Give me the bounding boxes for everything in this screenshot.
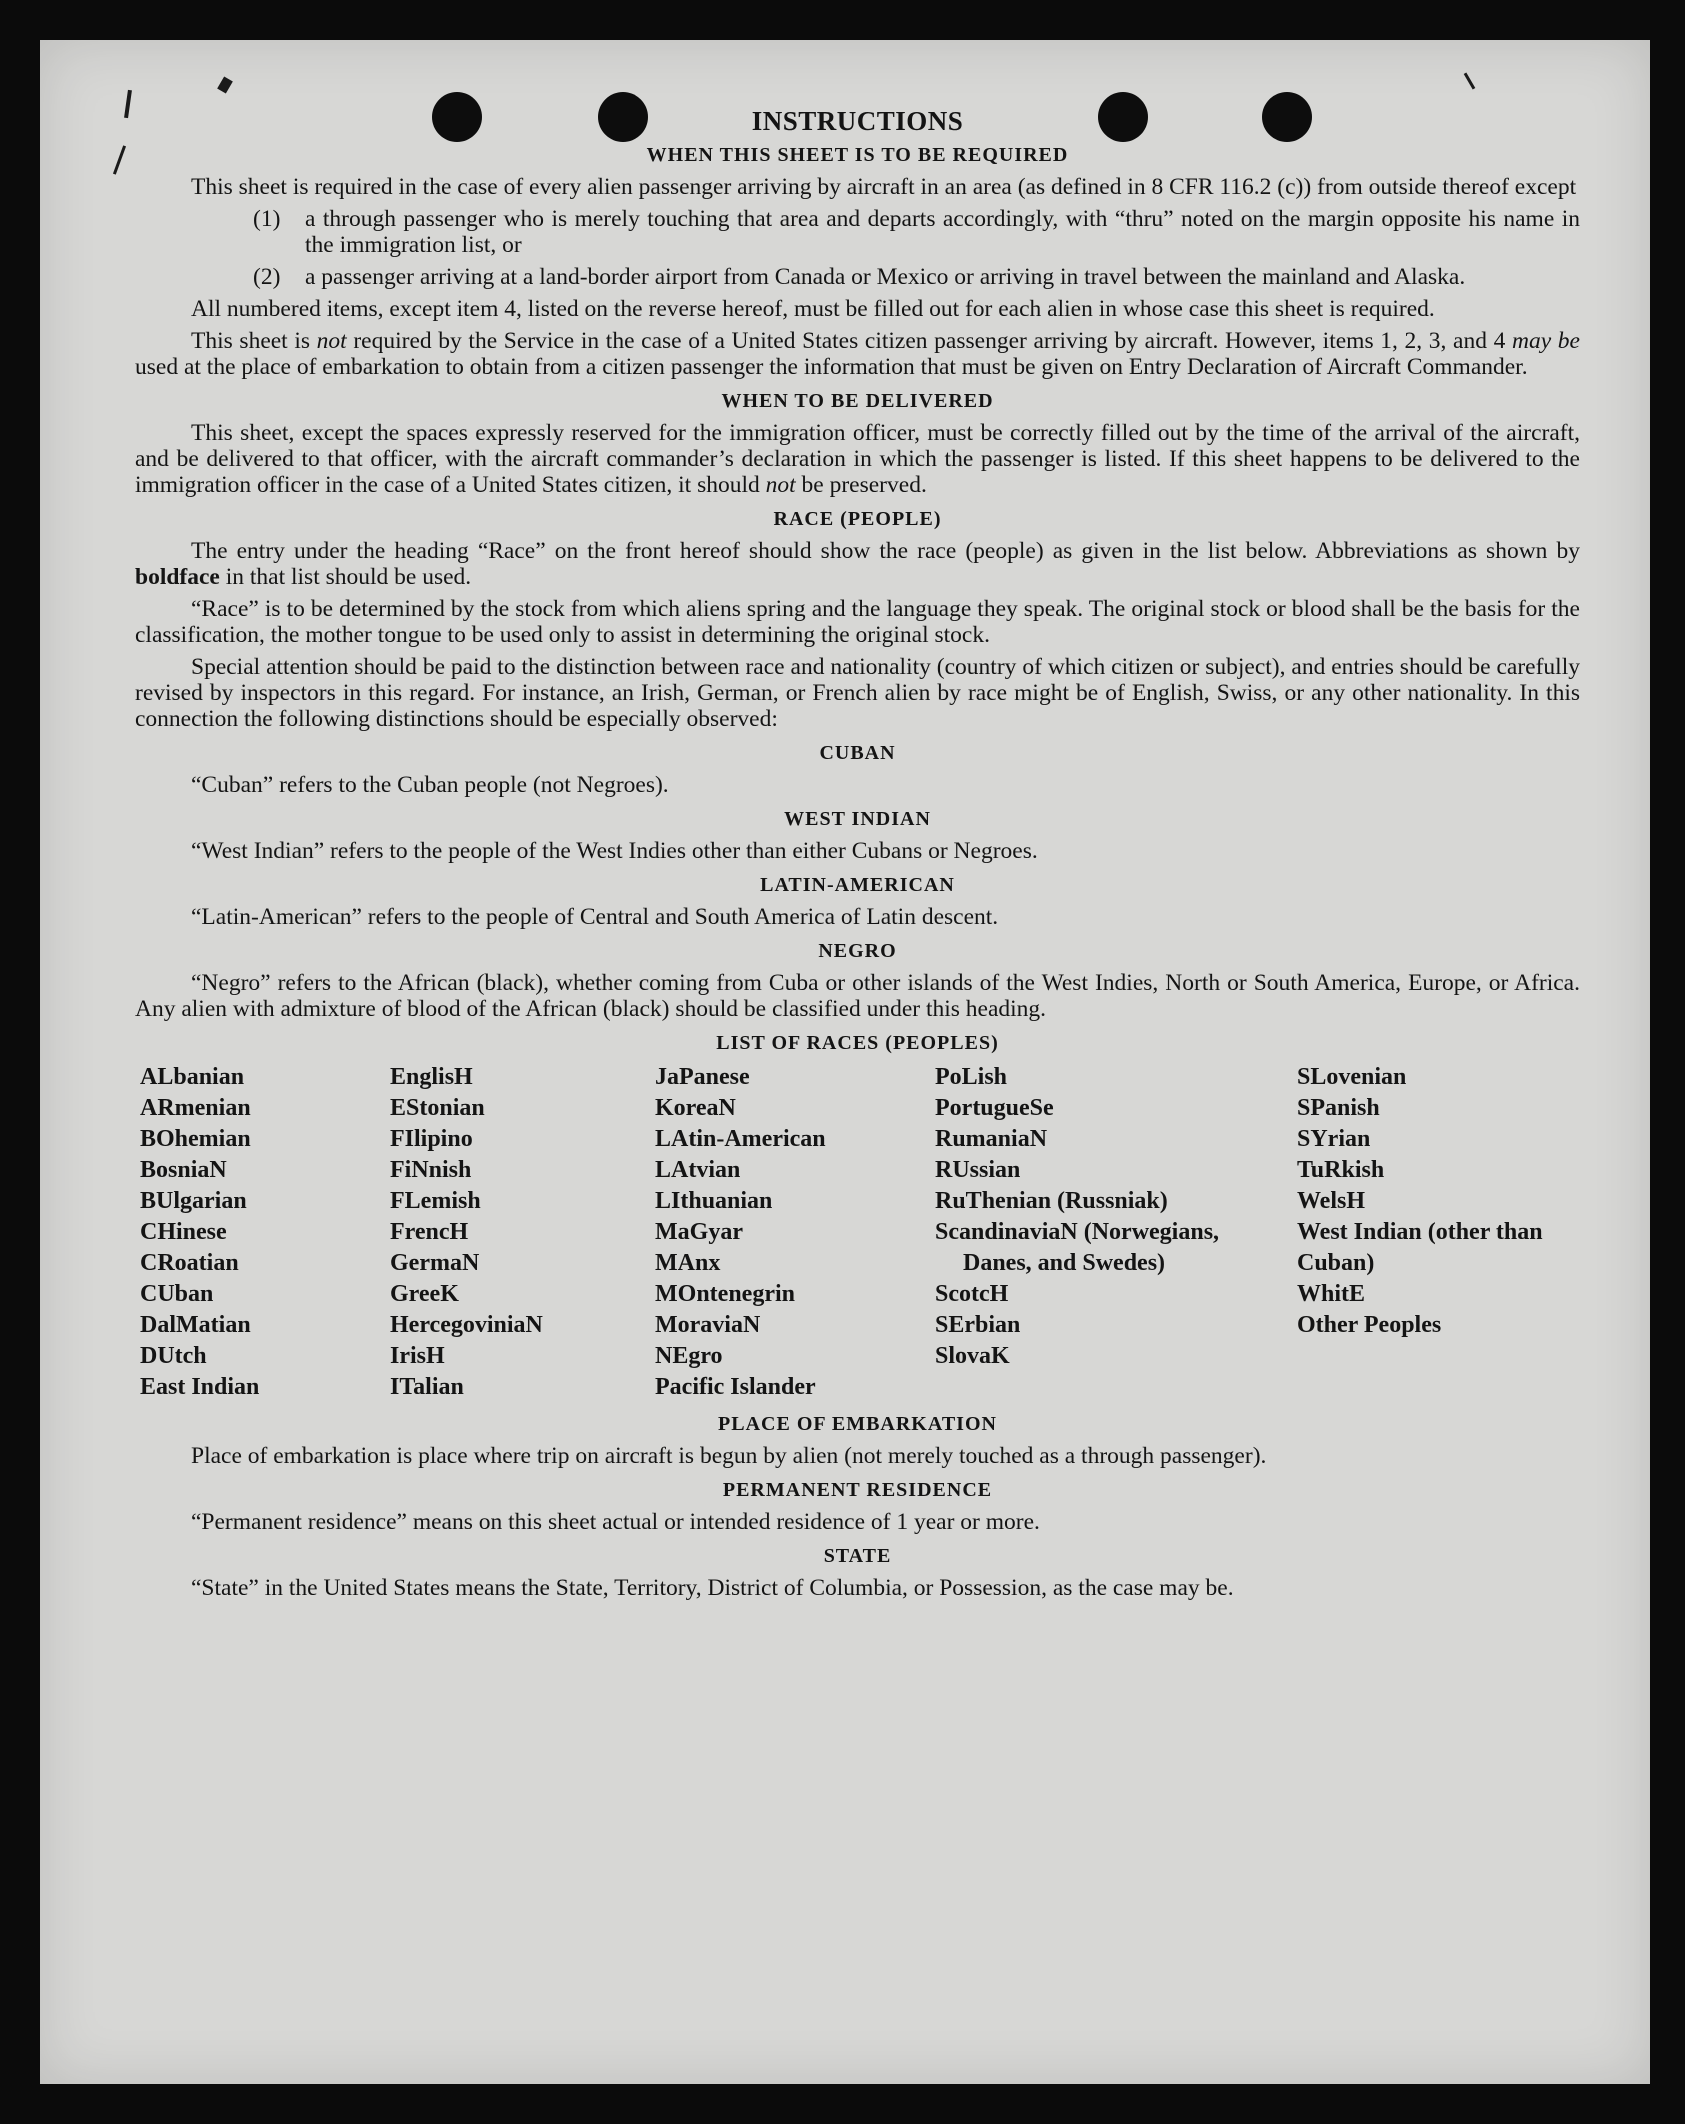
section-title: PLACE OF EMBARKATION: [718, 1413, 997, 1435]
paragraph: “Latin-American” refers to the people of Central and South America of Latin descent.: [191, 904, 999, 930]
races-list: [140, 1062, 1580, 1403]
race-entry: SPanish: [1297, 1095, 1380, 1121]
race-entry: FrencH: [390, 1219, 469, 1245]
text-run-italic: not: [765, 472, 796, 498]
races-column: [390, 1062, 655, 1403]
race-entry: TuRkish: [1297, 1157, 1385, 1183]
section-title: WHEN THIS SHEET IS TO BE REQUIRED: [646, 144, 1069, 166]
races-column: [140, 1062, 390, 1403]
paragraph: “West Indian” refers to the people of the West Indies other than either Cubans or Negroes.: [191, 838, 1038, 864]
race-entry: DUtch: [140, 1343, 207, 1369]
race-entry: Pacific Islander: [655, 1374, 816, 1400]
scratch-mark: [1464, 72, 1476, 89]
race-entry: GermaN: [390, 1250, 480, 1276]
paragraph: Place of embarkation is place where trip on aircraft is begun by alien (not merely touched as a through passenger).: [191, 1443, 1267, 1469]
paragraph: [135, 538, 1580, 590]
text-run-italic: not: [316, 328, 347, 354]
race-entry: JaPanese: [655, 1064, 750, 1090]
races-column: [655, 1062, 935, 1403]
race-entry: MOntenegrin: [655, 1281, 795, 1307]
section-title: CUBAN: [819, 742, 896, 764]
paragraph: Special attention should be paid to the distinction between race and nationality (country of which citizen or subject), and entries should be carefully revised by inspectors in this regard. For instance, an Irish, German, or French alien by race might be of English, Swiss, or any other nationality. In this connection the following distinctions should be especially observed:: [135, 654, 1580, 732]
race-entry: DalMatian: [140, 1312, 251, 1338]
list-item: [135, 206, 1580, 258]
section-title: NEGRO: [818, 940, 897, 962]
section-title: WEST INDIAN: [784, 808, 931, 830]
race-entry: CRoatian: [140, 1250, 239, 1276]
section-title: STATE: [823, 1545, 892, 1567]
race-entry: SlovaK: [935, 1343, 1010, 1369]
race-entry: LAtvian: [655, 1157, 741, 1183]
item-number: (2): [253, 264, 281, 290]
instructions-body: [135, 100, 1580, 1607]
race-entry: SLovenian: [1297, 1064, 1407, 1090]
race-entry: MAnx: [655, 1250, 721, 1276]
race-entry: WelsH: [1297, 1188, 1366, 1214]
races-column: [935, 1062, 1297, 1403]
race-entry: WhitE: [1297, 1281, 1366, 1307]
paragraph: [135, 420, 1580, 498]
item-text: a through passenger who is merely touching that area and departs accordingly, with “thru” noted on the margin opposite his name in the immigration list, or: [305, 206, 1580, 258]
section-title: RACE (PEOPLE): [773, 508, 942, 530]
text-run: This sheet is: [191, 328, 317, 354]
race-entry: EStonian: [390, 1095, 485, 1121]
race-entry: BOhemian: [140, 1126, 251, 1152]
race-entry: East Indian: [140, 1374, 260, 1400]
race-entry: ScotcH: [935, 1281, 1009, 1307]
race-entry: RUssian: [935, 1157, 1021, 1183]
section-title: LATIN-AMERICAN: [760, 874, 955, 896]
paragraph: “Race” is to be determined by the stock from which aliens spring and the language they speak. The original stock or blood shall be the basis for the classification, the mother tongue to be used only to assist in determining the original stock.: [135, 596, 1580, 648]
race-entry: MoraviaN: [655, 1312, 761, 1338]
race-entry: FIlipino: [390, 1126, 473, 1152]
text-run: be preserved.: [795, 472, 927, 498]
paragraph: “State” in the United States means the State, Territory, District of Columbia, or Possession, as the case may be.: [191, 1575, 1234, 1601]
race-entry: West Indian (other than Cuban): [1297, 1219, 1543, 1276]
race-entry: MaGyar: [655, 1219, 743, 1245]
race-entry: EnglisH: [390, 1064, 473, 1090]
section-title: LIST OF RACES (PEOPLES): [716, 1032, 999, 1054]
item-number: (1): [253, 206, 281, 232]
race-entry: GreeK: [390, 1281, 459, 1307]
text-run: This sheet, except the spaces expressly reserved for the immigration officer, must be correctly filled out by the time of the arrival of the aircraft, and be delivered to that officer, with the aircraft commander’s declaration in which the passenger is listed. If this sheet happens to be delivered to the immigration officer in the case of a United States citizen, it should: [135, 420, 1580, 498]
race-entry: ITalian: [390, 1374, 464, 1400]
paragraph: “Cuban” refers to the Cuban people (not Negroes).: [191, 772, 669, 798]
race-entry: SYrian: [1297, 1126, 1371, 1152]
text-run: in that list should be used.: [219, 564, 472, 590]
race-entry: FLemish: [390, 1188, 481, 1214]
race-entry: LIthuanian: [655, 1188, 773, 1214]
race-entry: ARmenian: [140, 1095, 251, 1121]
race-entry: ALbanian: [140, 1064, 245, 1090]
race-entry: BUlgarian: [140, 1188, 247, 1214]
text-run: The entry under the heading “Race” on the front hereof should show the race (people) as given in the list below. Abbreviations as shown by: [191, 538, 1580, 564]
document-page: [40, 40, 1650, 2084]
race-entry: Other Peoples: [1297, 1312, 1442, 1338]
race-entry: CUban: [140, 1281, 214, 1307]
race-entry: FiNnish: [390, 1157, 472, 1183]
paragraph: “Permanent residence” means on this sheet actual or intended residence of 1 year or more.: [191, 1509, 1040, 1535]
paragraph: [135, 328, 1580, 380]
race-entry: SErbian: [935, 1312, 1021, 1338]
paragraph: All numbered items, except item 4, listed on the reverse hereof, must be filled out for each alien in whose case this sheet is required.: [191, 296, 1435, 322]
text-run-italic: may be: [1512, 328, 1580, 354]
race-entry: KoreaN: [655, 1095, 736, 1121]
list-item: [135, 264, 1580, 290]
race-entry: HercegoviniaN: [390, 1312, 543, 1338]
race-entry: LAtin-American: [655, 1126, 826, 1152]
race-entry: RumaniaN: [935, 1126, 1048, 1152]
scratch-mark: [217, 76, 233, 93]
race-entry: NEgro: [655, 1343, 723, 1369]
race-entry: RuThenian (Russniak): [935, 1188, 1168, 1214]
scratch-mark: [124, 90, 132, 118]
paragraph: “Negro” refers to the African (black), whether coming from Cuba or other islands of the West Indies, North or South America, Europe, or Africa. Any alien with admixture of blood of the African (black) should be classified under this heading.: [135, 970, 1580, 1022]
section-title: PERMANENT RESIDENCE: [722, 1479, 993, 1501]
race-entry: PoLish: [935, 1064, 1008, 1090]
text-run: used at the place of embarkation to obtain from a citizen passenger the information that must be given on Entry Declaration of Aircraft Commander.: [135, 354, 1528, 380]
text-run: required by the Service in the case of a United States citizen passenger arriving by aircraft. However, items 1, 2, 3, and 4: [346, 328, 1513, 354]
race-entry: ScandinaviaN (Norwegians, Danes, and Swedes): [935, 1219, 1220, 1276]
text-run-bold: boldface: [135, 564, 220, 590]
race-entry: IrisH: [390, 1343, 445, 1369]
page-title: INSTRUCTIONS: [751, 106, 964, 136]
races-column: [1297, 1062, 1585, 1403]
race-entry: CHinese: [140, 1219, 227, 1245]
race-entry: PortugueSe: [935, 1095, 1054, 1121]
scratch-mark: [113, 145, 126, 174]
paragraph: This sheet is required in the case of every alien passenger arriving by aircraft in an area (as defined in 8 CFR 116.2 (c)) from outside thereof except: [191, 174, 1577, 200]
section-title: WHEN TO BE DELIVERED: [721, 390, 994, 412]
item-text: a passenger arriving at a land-border airport from Canada or Mexico or arriving in travel between the mainland and Alaska.: [305, 264, 1466, 290]
race-entry: BosniaN: [140, 1157, 227, 1183]
